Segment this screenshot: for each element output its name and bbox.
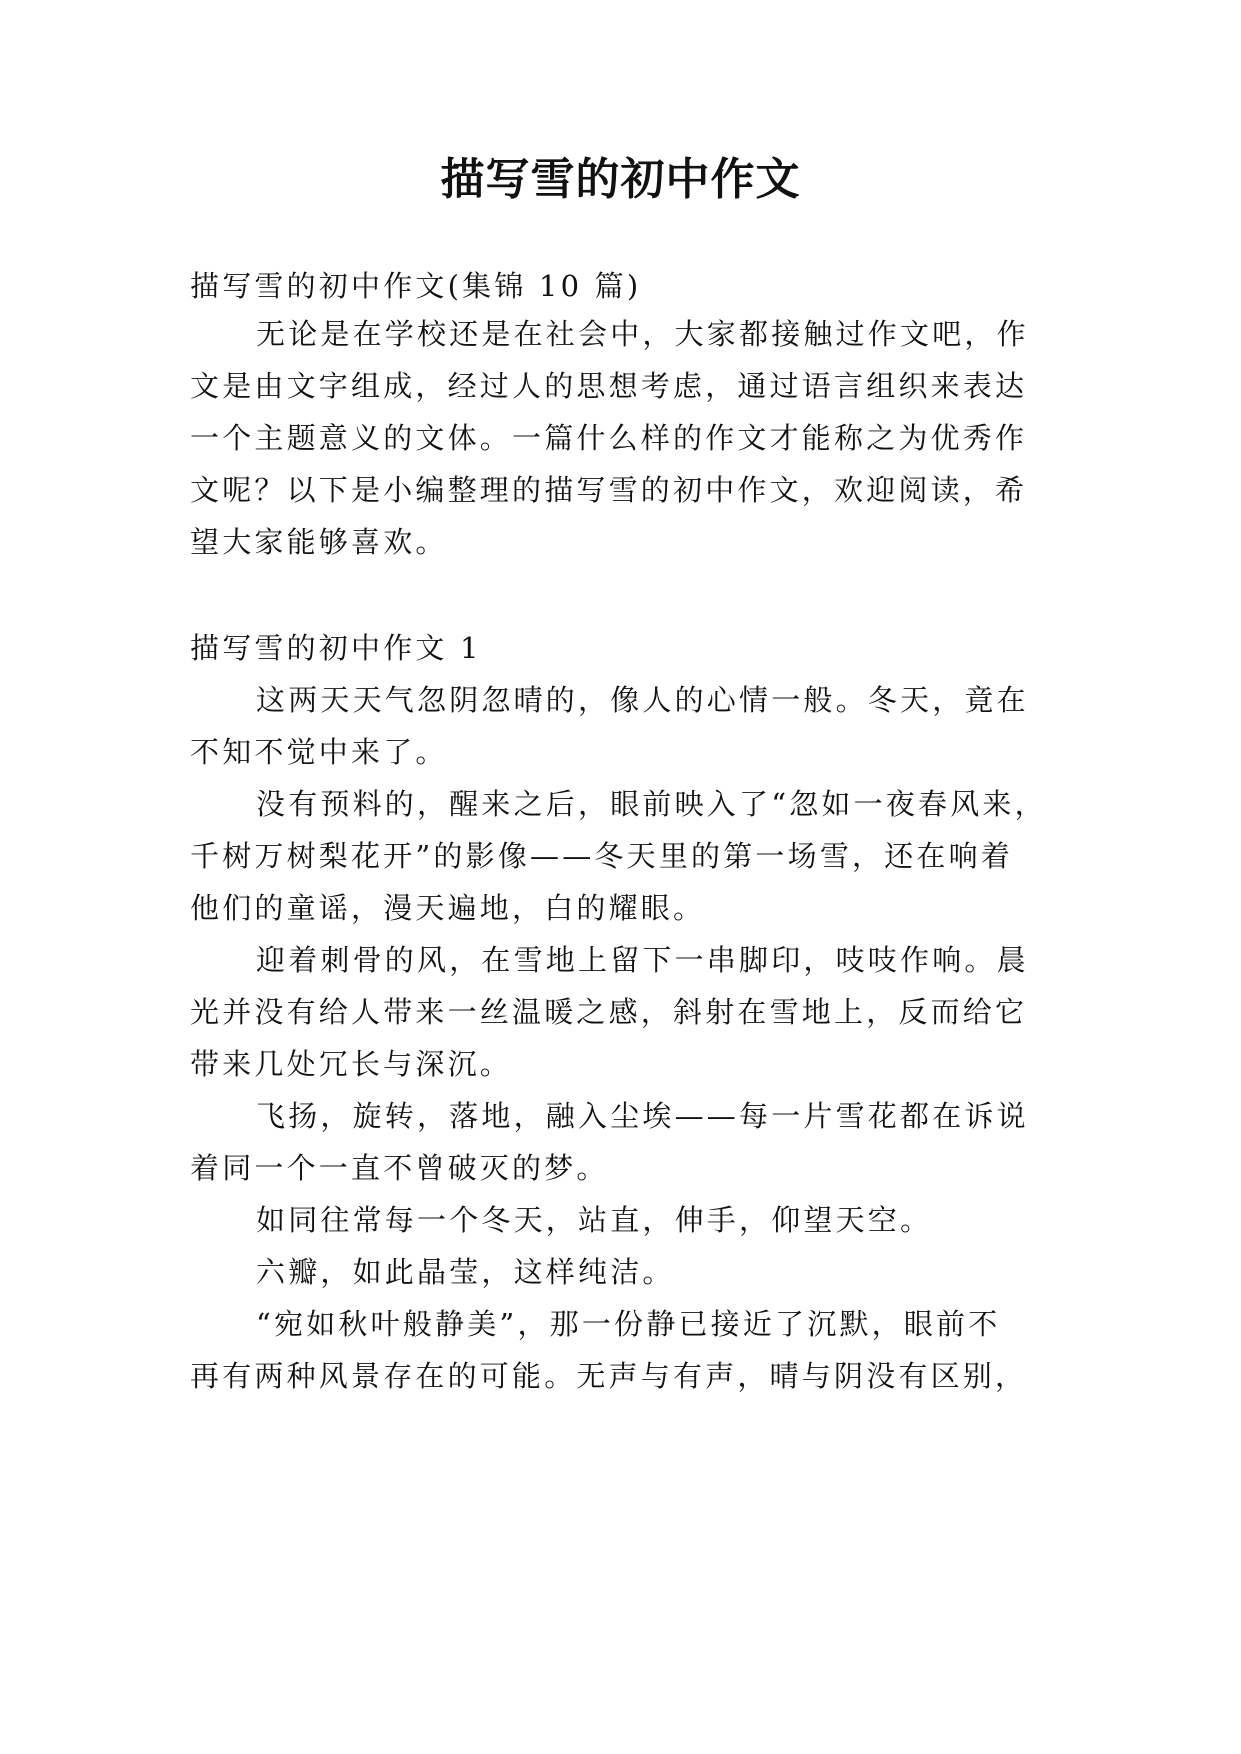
intro-line: 一个主题意义的文体。一篇什么样的作文才能称之为优秀作 (190, 421, 1028, 455)
section-line: 他们的童谣，漫天遍地，白的耀眼。 (190, 891, 706, 925)
document-subtitle: 描写雪的初中作文(集锦 10 篇) (190, 269, 642, 303)
section-line: 这两天天气忽阴忽晴的，像人的心情一般。冬天，竟在 (256, 683, 1029, 717)
document-title: 描写雪的初中作文 (440, 154, 801, 205)
section-line: 着同一个一直不曾破灭的梦。 (190, 1151, 609, 1185)
section-line: 六瓣，如此晶莹，这样纯洁。 (256, 1255, 675, 1289)
section-line: “宛如秋叶般静美”，那一份静已接近了沉默，眼前不 (256, 1307, 1001, 1341)
intro-line: 无论是在学校还是在社会中，大家都接触过作文吧，作 (256, 317, 1029, 351)
section-line: 迎着刺骨的风，在雪地上留下一串脚印，吱吱作响。晨 (256, 943, 1029, 977)
intro-line: 望大家能够喜欢。 (190, 525, 448, 559)
section-line: 带来几处冗长与深沉。 (190, 1047, 513, 1081)
section-line: 光并没有给人带来一丝温暖之感，斜射在雪地上，反而给它 (190, 995, 1028, 1029)
intro-line: 文呢？以下是小编整理的描写雪的初中作文，欢迎阅读，希 (190, 473, 1028, 507)
section-line: 没有预料的，醒来之后，眼前映入了“忽如一夜春风来， (256, 787, 1047, 821)
section-line: 如同往常每一个冬天，站直，伸手，仰望天空。 (256, 1203, 933, 1237)
section-line: 再有两种风景存在的可能。无声与有声，晴与阴没有区别， (190, 1359, 1028, 1393)
section-line: 飞扬，旋转，落地，融入尘埃——每一片雪花都在诉说 (256, 1099, 1029, 1133)
section-line: 不知不觉中来了。 (190, 735, 448, 769)
section-line: 千树万树梨花开”的影像——冬天里的第一场雪，还在响着 (190, 839, 1014, 873)
intro-line: 文是由文字组成，经过人的思想考虑，通过语言组织来表达 (190, 369, 1028, 403)
section-heading: 描写雪的初中作文 1 (190, 631, 482, 665)
